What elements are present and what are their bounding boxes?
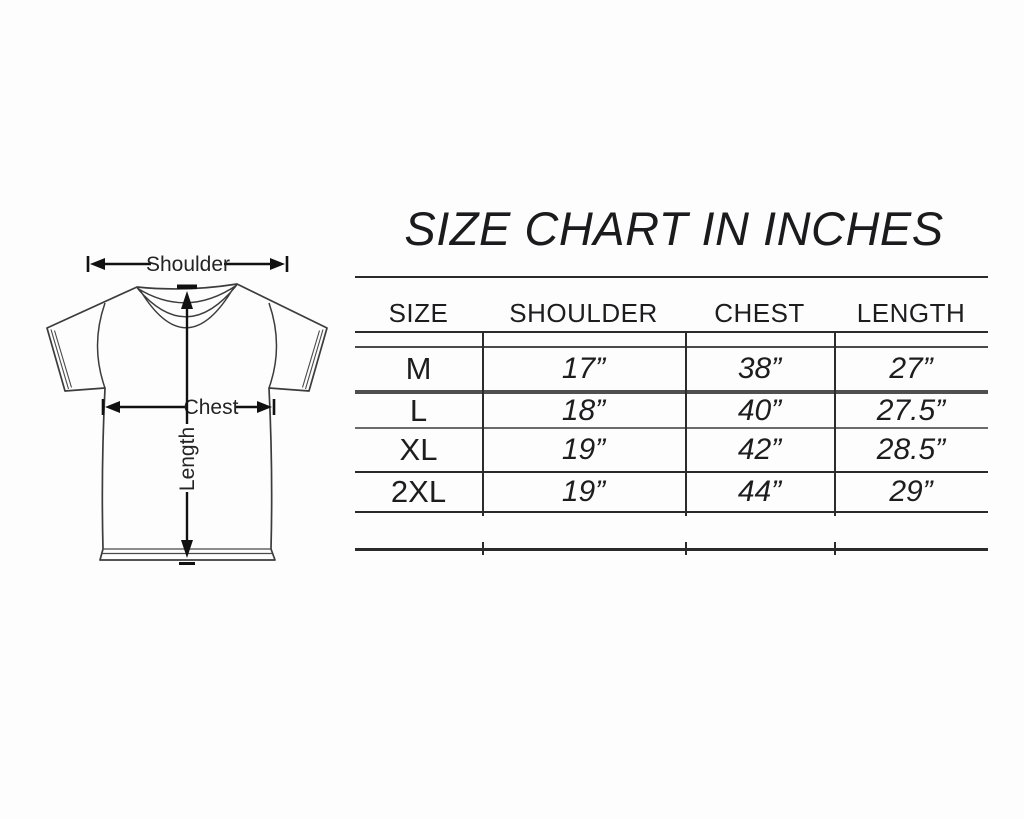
- header-chest: CHEST: [714, 298, 805, 328]
- table-row-m: [355, 348, 988, 390]
- page-title: SIZE CHART IN INCHES: [404, 202, 944, 255]
- chest-label: Chest: [183, 396, 239, 419]
- table-top-border: [355, 276, 988, 278]
- table-row-xl: [355, 428, 988, 471]
- shoulder-label: Shoulder: [145, 253, 231, 276]
- table-row-2xl: [355, 473, 988, 511]
- size-value: 2XL: [390, 474, 447, 509]
- size-value: L: [409, 392, 428, 428]
- column-divider-3-tick: [834, 542, 836, 555]
- length-value: 29”: [889, 475, 933, 508]
- chest-value: 42”: [737, 432, 782, 466]
- header-shoulder: SHOULDER: [509, 298, 658, 328]
- column-divider-2-tick: [685, 542, 687, 555]
- shoulder-value: 18”: [561, 393, 606, 427]
- shoulder-value: 19”: [561, 432, 606, 466]
- tshirt-measurement-diagram: [20, 245, 360, 575]
- header-size: SIZE: [388, 298, 449, 328]
- size-table: [355, 276, 988, 554]
- size-value: XL: [399, 431, 438, 467]
- chest-value: 44”: [737, 475, 782, 508]
- header-length: LENGTH: [856, 298, 966, 328]
- table-header-row: [355, 280, 988, 330]
- shoulder-value: 17”: [561, 352, 606, 385]
- length-value: 27”: [889, 352, 933, 385]
- chest-value: 38”: [737, 352, 782, 385]
- length-value: 27.5”: [876, 393, 946, 427]
- length-value: 28.5”: [876, 432, 946, 466]
- column-divider-1-tick: [482, 542, 484, 555]
- shoulder-value: 19”: [561, 475, 606, 508]
- header-underline: [355, 331, 988, 333]
- size-value: M: [405, 351, 432, 386]
- table-row-l: [355, 394, 988, 427]
- table-bottom-border: [355, 548, 988, 551]
- chest-value: 40”: [737, 393, 782, 427]
- length-label: Length: [176, 426, 199, 492]
- row-divider-2xl: [355, 511, 988, 513]
